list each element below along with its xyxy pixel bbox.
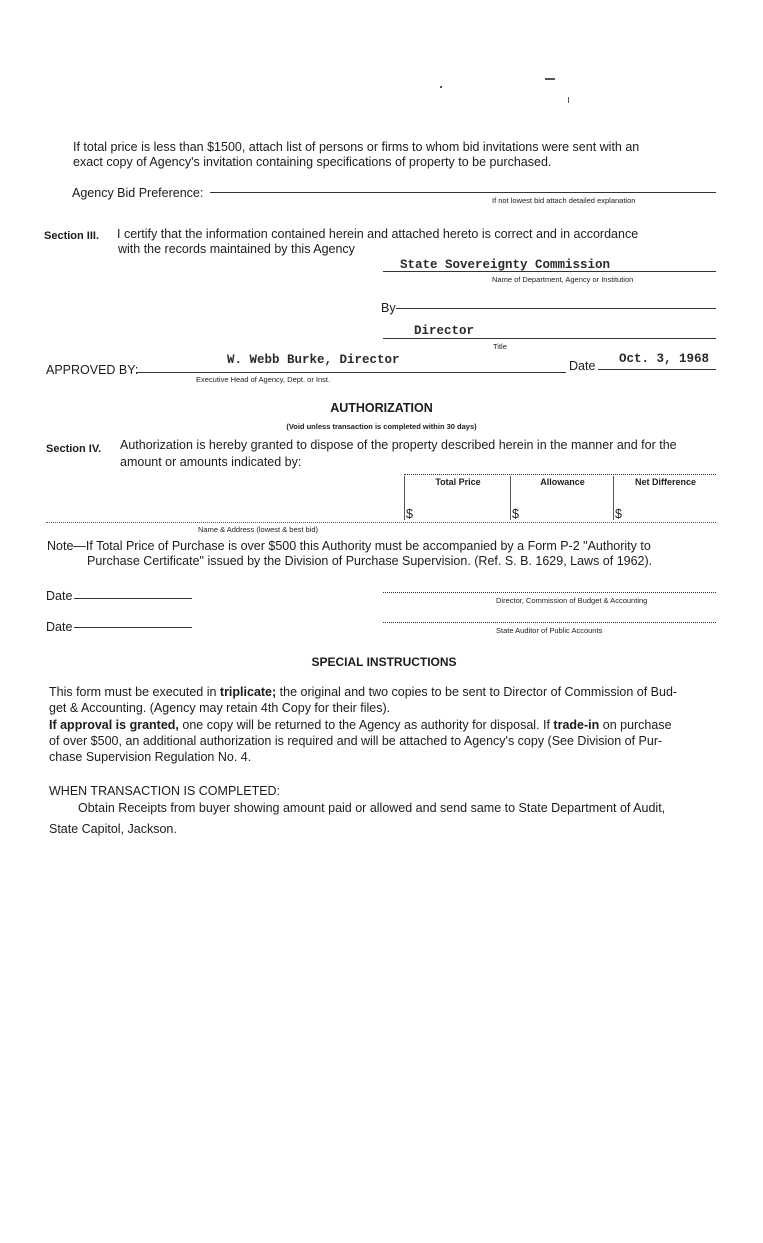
name-address-caption: Name & Address (lowest & best bid) — [198, 525, 319, 534]
approved-by-line[interactable] — [136, 372, 566, 373]
special-p2-bold1: If approval is granted, — [49, 718, 179, 732]
state-auditor-caption: State Auditor of Public Accounts — [496, 626, 603, 635]
when-completed-line2: State Capitol, Jackson. — [49, 822, 177, 836]
department-caption: Name of Department, Agency or Institution — [492, 275, 634, 284]
net-difference-currency: $ — [615, 507, 622, 521]
scan-mark — [440, 86, 442, 88]
date-label: Date — [569, 359, 596, 373]
by-signature-line[interactable] — [396, 308, 716, 309]
title-line[interactable] — [383, 338, 716, 339]
section-iv-label: Section IV. — [46, 443, 102, 455]
approved-by-label: APPROVED BY: — [46, 363, 139, 377]
special-p1-pre: This form must be executed in — [49, 685, 220, 699]
special-p2-bold2: trade-in — [553, 718, 600, 732]
bid-preference-caption: If not lowest bid attach detailed explanation — [492, 196, 636, 205]
special-p2-mid: one copy will be returned to the Agency as authority for disposal. If — [178, 718, 554, 732]
special-p2-line2: of over $500, an additional authorization is required and will be attached to Agency's copy (See Division of Pur- — [49, 734, 663, 748]
date1-line[interactable] — [74, 598, 192, 599]
scan-mark — [545, 78, 555, 80]
title-caption: Title — [493, 342, 507, 351]
price-table-divider — [613, 476, 614, 520]
price-table-divider — [510, 476, 511, 520]
date1-label: Date — [46, 589, 73, 603]
section-iv-text-line2: amount or amounts indicated by: — [120, 455, 302, 469]
allowance-header: Allowance — [540, 477, 585, 487]
approved-by-caption: Executive Head of Agency, Dept. or Inst. — [196, 375, 331, 384]
title-value: Director — [414, 324, 475, 338]
bid-preference-label: Agency Bid Preference: — [72, 186, 204, 200]
section-iv-text-line1: Authorization is hereby granted to dispose of the property described herein in the manner and for the — [120, 438, 677, 452]
authorization-heading: AUTHORIZATION — [330, 401, 433, 415]
special-p1-line2: get & Accounting. (Agency may retain 4th Copy for their files). — [49, 701, 391, 715]
when-completed-line1: Obtain Receipts from buyer showing amount paid or allowed and send same to State Department of Audit, — [78, 801, 666, 815]
special-p2-line1 — [49, 718, 672, 732]
total-price-header: Total Price — [435, 477, 481, 487]
by-label: By — [381, 301, 396, 315]
net-difference-header: Net Difference — [634, 477, 697, 487]
special-p1-bold: triplicate; — [219, 685, 277, 699]
authorization-subheading: (Void unless transaction is completed within 30 days) — [286, 422, 477, 431]
department-line[interactable] — [383, 271, 716, 272]
budget-director-caption: Director, Commission of Budget & Accounting — [496, 596, 648, 605]
name-address-line[interactable] — [46, 522, 716, 523]
date2-label: Date — [46, 620, 73, 634]
total-price-currency: $ — [406, 507, 413, 521]
department-value: State Sovereignty Commission — [400, 258, 611, 272]
price-table-top — [404, 474, 716, 475]
budget-director-signature-line[interactable] — [383, 592, 716, 593]
when-completed-heading: WHEN TRANSACTION IS COMPLETED: — [49, 784, 281, 798]
section-iii-label: Section III. — [44, 230, 100, 242]
bid-preference-line[interactable] — [210, 192, 716, 193]
price-note-line2: exact copy of Agency's invitation containing specifications of property to be purchased. — [73, 155, 552, 169]
allowance-currency: $ — [512, 507, 519, 521]
special-p2-post: on purchase — [599, 718, 672, 732]
approved-by-value: W. Webb Burke, Director — [227, 353, 400, 367]
date2-line[interactable] — [74, 627, 192, 628]
special-instructions-heading: SPECIAL INSTRUCTIONS — [311, 655, 457, 669]
special-p2-line3: chase Supervision Regulation No. 4. — [49, 750, 252, 764]
price-table-divider — [404, 476, 405, 520]
price-note-line1: If total price is less than $1500, attach list of persons or firms to whom bid invitations were sent with an — [73, 140, 640, 154]
scan-mark — [568, 97, 569, 103]
authorization-note-line1: Note—If Total Price of Purchase is over $500 this Authority must be accompanied by a Form P-2 "Authority to — [47, 539, 651, 553]
special-p1-post: the original and two copies to be sent to Director of Commission of Bud- — [276, 685, 678, 699]
date-line[interactable] — [598, 369, 716, 370]
authorization-note-line2: Purchase Certificate" issued by the Division of Purchase Supervision. (Ref. S. B. 1629, Laws of 1962). — [87, 554, 653, 568]
special-p1-line1 — [49, 685, 677, 699]
section-iii-text-line1: I certify that the information contained herein and attached hereto is correct and in accordance — [117, 227, 639, 241]
state-auditor-signature-line[interactable] — [383, 622, 716, 623]
date-value: Oct. 3, 1968 — [619, 352, 710, 366]
section-iii-text-line2: with the records maintained by this Agency — [118, 242, 355, 256]
